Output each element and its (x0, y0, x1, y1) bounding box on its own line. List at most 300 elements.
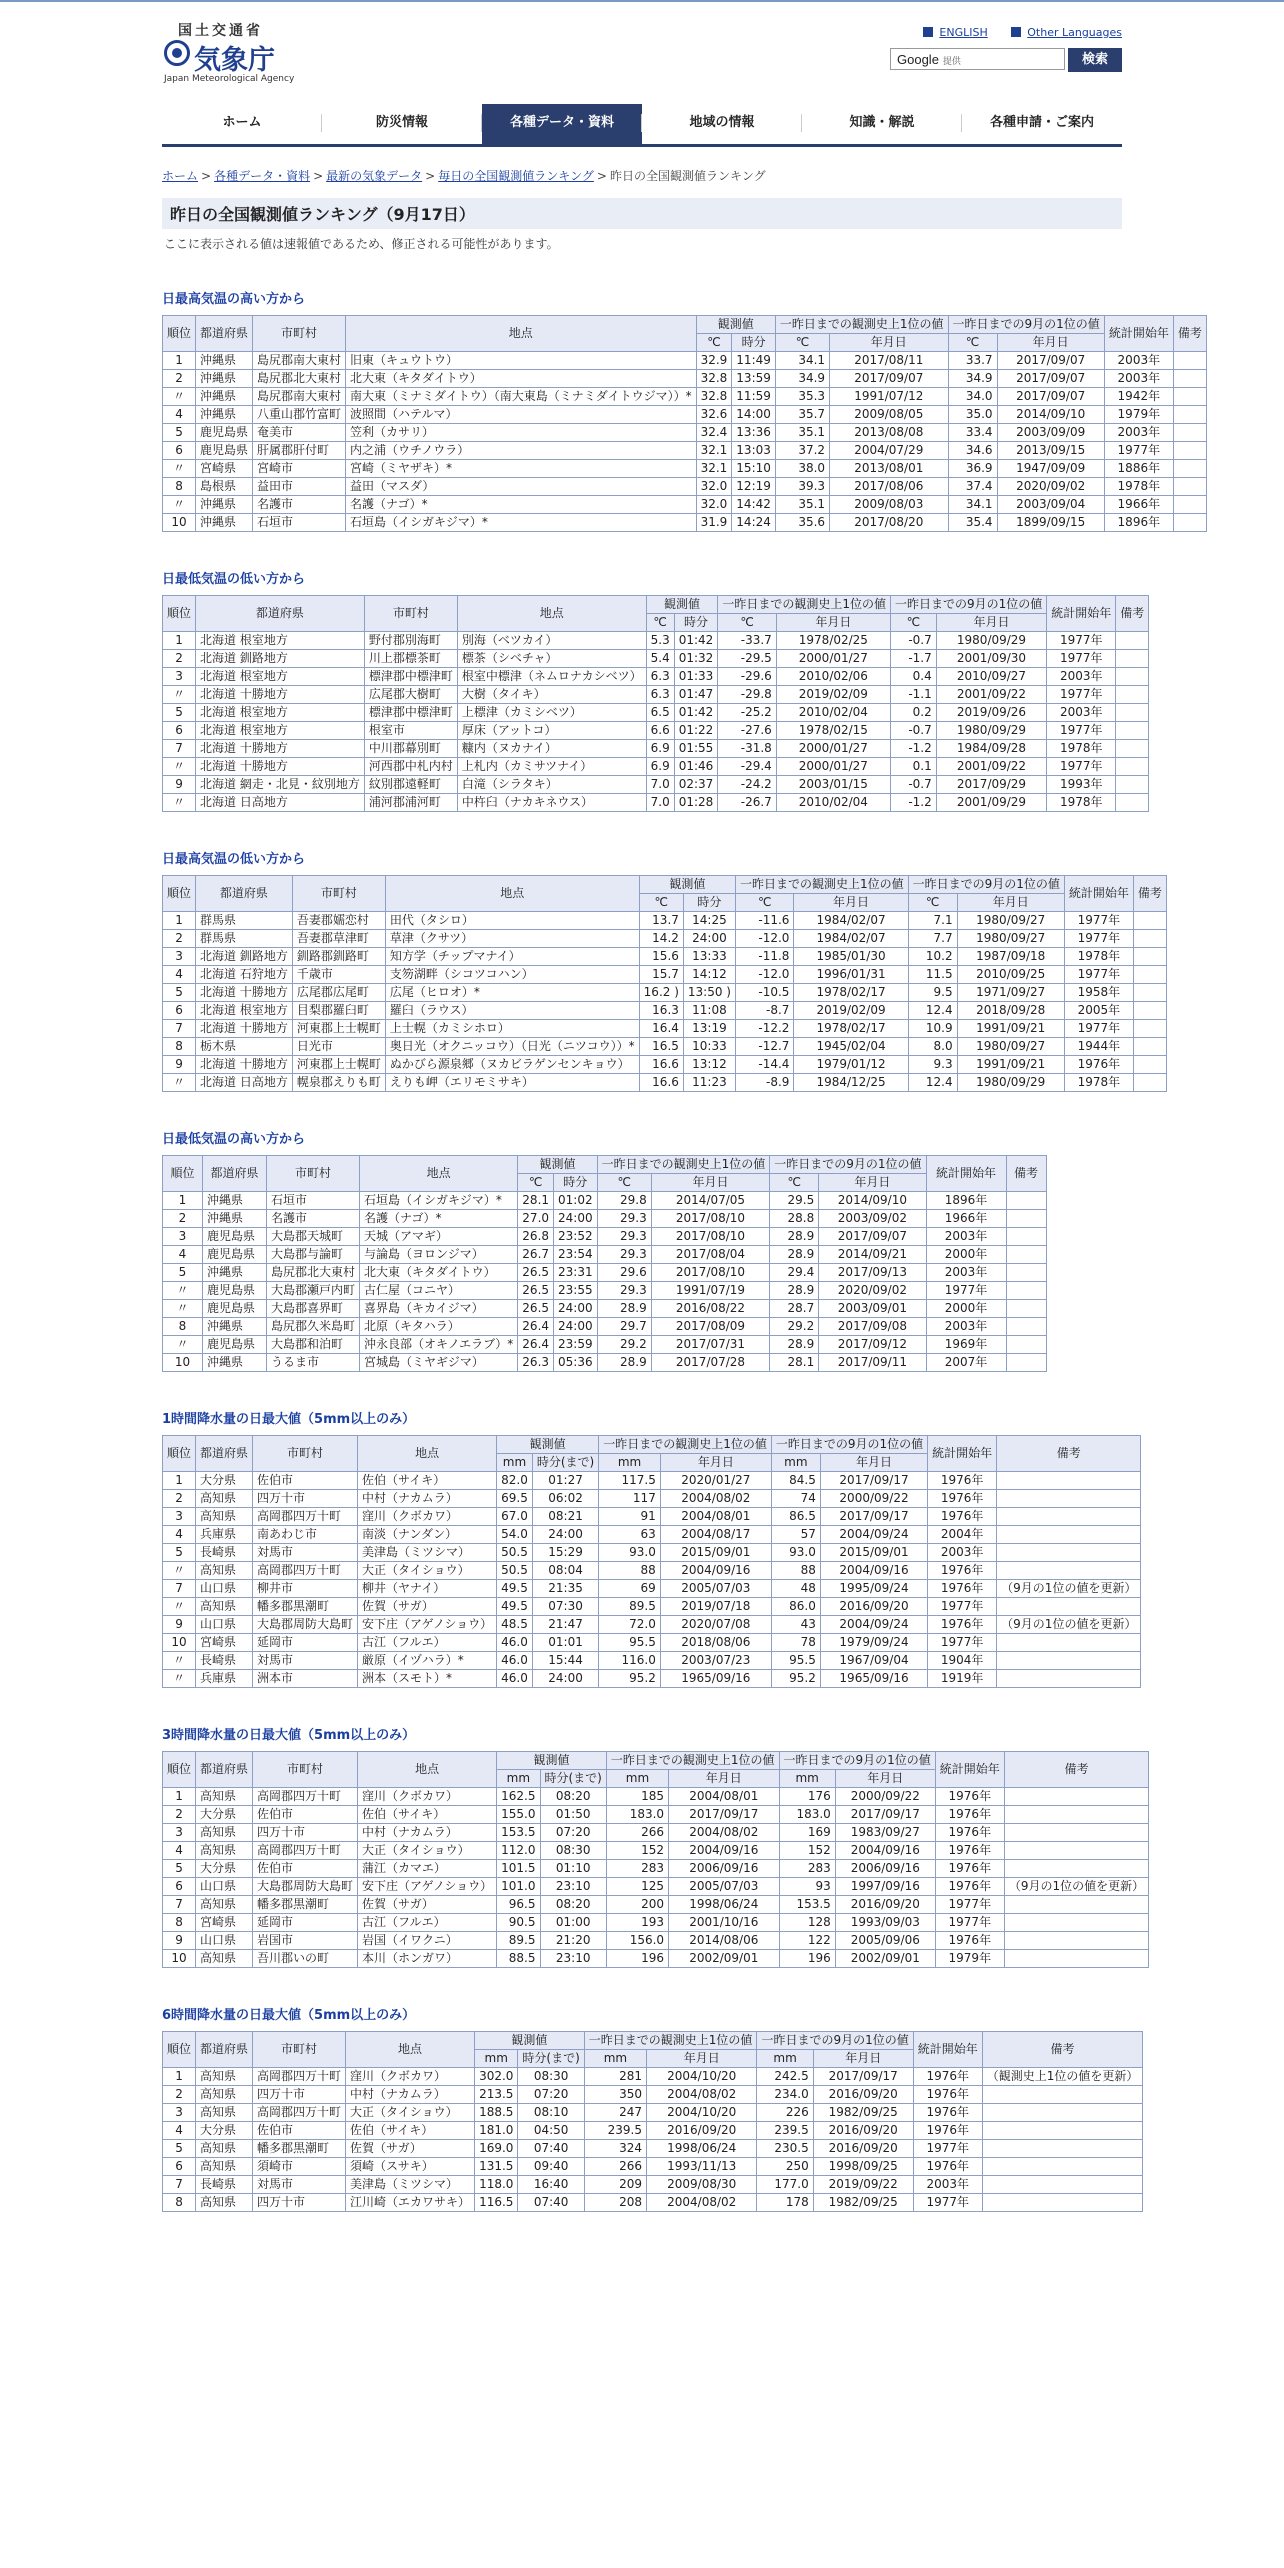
start-year-cell: 1977年 (928, 1634, 997, 1652)
record-date-cell: 1984/12/25 (794, 1074, 908, 1092)
other-languages-link[interactable]: Other Languages (1027, 26, 1122, 39)
station-cell: 南大東（ミナミダイトウ）（南大東島（ミナミダイトウジマ））* (346, 388, 697, 406)
month-value-cell: -1.2 (890, 740, 936, 758)
table-row (163, 1056, 1167, 1074)
breadcrumb-link[interactable]: 最新の気象データ (326, 169, 423, 183)
record-value-cell: -11.8 (735, 948, 793, 966)
start-year-cell: 1977年 (928, 1598, 997, 1616)
time-cell: 13:12 (683, 1056, 735, 1074)
month-date-cell: 2003/09/04 (997, 496, 1104, 514)
note-cell (997, 1490, 1141, 1508)
record-date-cell: 2014/07/05 (651, 1192, 770, 1210)
prefecture-cell: 兵庫県 (196, 1526, 253, 1544)
time-cell: 14:00 (732, 406, 776, 424)
municipality-cell: うるま市 (267, 1354, 360, 1372)
start-year-cell: 1976年 (913, 2086, 982, 2104)
station-cell: 須崎（スサキ） (346, 2158, 475, 2176)
value-cell: 16.3 (639, 1002, 683, 1020)
table-row (163, 478, 1207, 496)
time-cell: 21:20 (540, 1932, 606, 1950)
municipality-cell: 石垣市 (267, 1192, 360, 1210)
nav-item[interactable]: ホーム (162, 104, 322, 144)
station-cell: 大正（タイショウ） (358, 1562, 497, 1580)
table-row (163, 1020, 1167, 1038)
month-date-cell: 2014/09/10 (997, 406, 1104, 424)
municipality-cell: 大島郡周防大島町 (253, 1616, 358, 1634)
start-year-cell: 2007年 (926, 1354, 1006, 1372)
value-cell: 46.0 (497, 1652, 533, 1670)
rank-cell: 6 (163, 1878, 196, 1896)
value-cell: 6.9 (646, 758, 674, 776)
month-value-cell: 234.0 (757, 2086, 813, 2104)
month-value-cell: 28.9 (770, 1246, 819, 1264)
municipality-cell: 柳井市 (253, 1580, 358, 1598)
month-value-cell: 242.5 (757, 2068, 813, 2086)
table-row (163, 1228, 1047, 1246)
municipality-cell: 標津郡中標津町 (364, 704, 457, 722)
table-row (163, 686, 1149, 704)
rank-cell: 2 (163, 1806, 196, 1824)
record-value-cell: -10.5 (735, 984, 793, 1002)
note-cell (1173, 352, 1206, 370)
record-value-cell: 239.5 (584, 2122, 646, 2140)
note-cell (997, 1526, 1141, 1544)
station-cell: 安下庄（アゲノショウ） (358, 1878, 497, 1896)
prefecture-cell: 北海道 石狩地方 (196, 966, 293, 984)
table-row (163, 1472, 1141, 1490)
rank-cell: 1 (163, 912, 196, 930)
note-cell (1004, 1806, 1148, 1824)
municipality-header: 市町村 (292, 876, 385, 912)
record-value-cell: 266 (606, 1824, 668, 1842)
start-year-cell: 1976年 (913, 2158, 982, 2176)
station-cell: 岩国（イワクニ） (358, 1932, 497, 1950)
prefecture-header: 都道府県 (196, 1436, 253, 1472)
month-value-cell: 28.9 (770, 1228, 819, 1246)
start-year-cell: 2003年 (1047, 668, 1116, 686)
prefecture-header: 都道府県 (196, 2032, 253, 2068)
record-date-cell: 2017/08/10 (651, 1228, 770, 1246)
station-cell: 佐賀（サガ） (358, 1896, 497, 1914)
prefecture-cell: 高知県 (196, 1490, 253, 1508)
time-cell: 01:55 (674, 740, 718, 758)
time-cell: 23:10 (540, 1878, 606, 1896)
rank-cell: 7 (163, 2176, 196, 2194)
month-value-cell: 0.1 (890, 758, 936, 776)
start-year-cell: 1993年 (1047, 776, 1116, 794)
table-row (163, 1860, 1149, 1878)
note-cell (1006, 1282, 1046, 1300)
month-value-cell: 230.5 (757, 2140, 813, 2158)
municipality-cell: 佐伯市 (253, 1860, 358, 1878)
month-date-cell: 2017/09/07 (997, 352, 1104, 370)
record-header: 一昨日までの観測史上1位の値 (775, 316, 948, 334)
time-cell: 07:40 (518, 2140, 584, 2158)
record-value-cell: 89.5 (599, 1598, 661, 1616)
prefecture-cell: 高知県 (196, 1824, 253, 1842)
table-row (163, 1634, 1141, 1652)
month-date-cell: 1980/09/27 (957, 1038, 1064, 1056)
time-cell: 08:21 (532, 1508, 598, 1526)
record-value-cell: 72.0 (599, 1616, 661, 1634)
table-row (163, 794, 1149, 812)
month-value-cell: 29.4 (770, 1264, 819, 1282)
month-value-cell: 9.3 (908, 1056, 957, 1074)
record-value-cell: 34.1 (775, 352, 829, 370)
month-date-cell: 2004/09/24 (820, 1526, 927, 1544)
note-cell (1004, 1824, 1148, 1842)
value-cell: 32.1 (696, 460, 732, 478)
month-record-header: 一昨日までの9月の1位の値 (779, 1752, 935, 1770)
record-value-cell: 35.6 (775, 514, 829, 532)
prefecture-cell: 山口県 (196, 1932, 253, 1950)
time-cell: 23:10 (540, 1950, 606, 1968)
mlit-name: 国土交通省 (178, 23, 263, 39)
record-value-cell: -8.9 (735, 1074, 793, 1092)
start-year-cell: 2003年 (926, 1264, 1006, 1282)
ranking-section (162, 1408, 1137, 1688)
breadcrumb (162, 167, 1122, 184)
value-cell: 32.0 (696, 478, 732, 496)
nav-item[interactable]: 地域の情報 (642, 104, 802, 144)
note-cell (1006, 1318, 1046, 1336)
table-row (163, 1354, 1047, 1372)
unit-header: ℃ (735, 894, 793, 912)
rank-cell: 4 (163, 406, 196, 424)
station-cell: 奥日光（オクニッコウ）（日光（ニツコウ））* (385, 1038, 639, 1056)
rank-cell: 10 (163, 1354, 203, 1372)
table-row (163, 1508, 1141, 1526)
rank-cell: 〃 (163, 1670, 196, 1688)
record-date-cell: 2010/02/06 (776, 668, 890, 686)
station-cell: 大樹（タイキ） (457, 686, 646, 704)
record-value-cell: 29.7 (597, 1318, 651, 1336)
prefecture-cell: 北海道 十勝地方 (196, 1056, 293, 1074)
note-cell (997, 1652, 1141, 1670)
start-year-cell: 1896年 (1104, 514, 1173, 532)
time-cell: 24:00 (532, 1526, 598, 1544)
time-cell: 01:02 (554, 1192, 598, 1210)
municipality-cell: 釧路郡釧路町 (292, 948, 385, 966)
start-year-cell: 1977年 (913, 2194, 982, 2212)
start-year-cell: 1976年 (913, 2104, 982, 2122)
record-value-cell: -29.5 (718, 650, 776, 668)
month-value-cell: 28.9 (770, 1336, 819, 1354)
station-cell: 名護（ナゴ）* (360, 1210, 518, 1228)
month-date-cell: 2004/09/16 (820, 1562, 927, 1580)
municipality-cell: 名護市 (267, 1210, 360, 1228)
unit-header: mm (584, 2050, 646, 2068)
station-cell: 蒲江（カマエ） (358, 1860, 497, 1878)
note-cell (1116, 632, 1149, 650)
prefecture-header: 都道府県 (196, 316, 253, 352)
section-title: 3時間降水量の日最大値（5mm以上のみ） (162, 1728, 416, 1743)
record-value-cell: -29.6 (718, 668, 776, 686)
record-value-cell: 185 (606, 1788, 668, 1806)
table-row (163, 1580, 1141, 1598)
station-cell: 厚床（アットコ） (457, 722, 646, 740)
rank-header: 順位 (163, 1752, 196, 1788)
breadcrumb-link[interactable]: 毎日の全国観測値ランキング (438, 169, 594, 183)
municipality-cell: 紋別郡遠軽町 (364, 776, 457, 794)
note-cell (1116, 794, 1149, 812)
prefecture-cell: 高知県 (196, 1896, 253, 1914)
start-year-cell: 1976年 (935, 1788, 1004, 1806)
time-cell: 16:40 (518, 2176, 584, 2194)
note-cell (982, 2176, 1143, 2194)
time-cell: 11:23 (683, 1074, 735, 1092)
month-value-cell: 29.2 (770, 1318, 819, 1336)
record-date-cell: 2017/07/28 (651, 1354, 770, 1372)
note-cell (1006, 1228, 1046, 1246)
start-year-cell: 1977年 (1064, 912, 1133, 930)
record-value-cell: 183.0 (606, 1806, 668, 1824)
record-header: 一昨日までの観測史上1位の値 (584, 2032, 757, 2050)
start-year-cell: 2003年 (1104, 424, 1173, 442)
station-cell: 別海（ベツカイ） (457, 632, 646, 650)
month-value-cell: 0.2 (890, 704, 936, 722)
month-value-cell: 177.0 (757, 2176, 813, 2194)
time-cell: 15:10 (732, 460, 776, 478)
prefecture-cell: 沖縄県 (196, 406, 253, 424)
time-cell: 01:00 (540, 1914, 606, 1932)
value-cell: 49.5 (497, 1598, 533, 1616)
prefecture-cell: 長崎県 (196, 1652, 253, 1670)
table-row (163, 984, 1167, 1002)
month-date-cell: 2017/09/13 (819, 1264, 926, 1282)
month-record-header: 一昨日までの9月の1位の値 (948, 316, 1104, 334)
station-header: 地点 (358, 1752, 497, 1788)
start-year-header: 統計開始年 (1047, 596, 1116, 632)
table-row (163, 966, 1167, 984)
start-year-cell: 1966年 (1104, 496, 1173, 514)
prefecture-cell: 宮崎県 (196, 460, 253, 478)
month-date-cell: 1899/09/15 (997, 514, 1104, 532)
time-cell: 13:36 (732, 424, 776, 442)
month-date-cell: 2000/09/22 (820, 1490, 927, 1508)
record-date-cell: 2017/08/06 (830, 478, 949, 496)
time-header: 時分(まで) (540, 1770, 606, 1788)
prefecture-cell: 高知県 (196, 2104, 253, 2122)
start-year-cell: 1976年 (935, 1860, 1004, 1878)
start-year-cell: 1976年 (935, 1842, 1004, 1860)
unit-header: ℃ (597, 1174, 651, 1192)
observed-header: 観測値 (475, 2032, 585, 2050)
month-date-cell: 2004/09/16 (835, 1842, 935, 1860)
value-cell: 15.6 (639, 948, 683, 966)
note-cell (1116, 686, 1149, 704)
value-cell: 96.5 (497, 1896, 540, 1914)
date-header: 年月日 (835, 1770, 935, 1788)
table-row (163, 1562, 1141, 1580)
municipality-cell: 高岡郡四万十町 (253, 2068, 346, 2086)
value-cell: 26.4 (518, 1318, 554, 1336)
month-record-header: 一昨日までの9月の1位の値 (757, 2032, 913, 2050)
rank-cell: 5 (163, 1860, 196, 1878)
note-cell (982, 2104, 1143, 2122)
record-date-cell: 1978/02/17 (794, 984, 908, 1002)
observed-header: 観測値 (518, 1156, 597, 1174)
month-date-cell: 2018/09/28 (957, 1002, 1064, 1020)
note-cell (1006, 1300, 1046, 1318)
record-value-cell: 117.5 (599, 1472, 661, 1490)
municipality-cell: 島尻郡北大東村 (267, 1264, 360, 1282)
ranking-table (162, 1435, 1141, 1688)
value-cell: 28.1 (518, 1192, 554, 1210)
ranking-section (162, 848, 1162, 1092)
month-value-cell: 28.7 (770, 1300, 819, 1318)
jma-logo[interactable] (164, 18, 295, 90)
month-value-cell: 128 (779, 1914, 835, 1932)
table-row (163, 352, 1207, 370)
record-date-cell: 2003/01/15 (776, 776, 890, 794)
month-value-cell: 10.2 (908, 948, 957, 966)
record-header: 一昨日までの観測史上1位の値 (597, 1156, 770, 1174)
record-date-cell: 2004/08/01 (660, 1508, 771, 1526)
record-date-cell: 2019/02/09 (776, 686, 890, 704)
table-row (163, 514, 1207, 532)
search-input[interactable] (890, 48, 1065, 70)
record-date-cell: 2005/07/03 (660, 1580, 771, 1598)
nav-item[interactable]: 知識・解説 (802, 104, 962, 144)
month-date-cell: 1991/09/21 (957, 1020, 1064, 1038)
month-value-cell: 10.9 (908, 1020, 957, 1038)
record-value-cell: 29.6 (597, 1264, 651, 1282)
station-cell: 石垣島（イシガキジマ）* (360, 1192, 518, 1210)
municipality-cell: 奄美市 (253, 424, 346, 442)
time-cell: 07:20 (540, 1824, 606, 1842)
municipality-cell: 大島郡喜界町 (267, 1300, 360, 1318)
preliminary-notice: ここに表示される値は速報値であるため、修正される可能性があります。 (164, 237, 559, 251)
start-year-cell: 1977年 (935, 1896, 1004, 1914)
note-cell (1133, 1038, 1166, 1056)
rank-cell: 〃 (163, 1336, 203, 1354)
record-value-cell: 266 (584, 2158, 646, 2176)
record-date-cell: 2020/01/27 (660, 1472, 771, 1490)
prefecture-cell: 高知県 (196, 2140, 253, 2158)
nav-item[interactable]: 各種申請・ご案内 (989, 115, 1094, 130)
record-value-cell: 35.7 (775, 406, 829, 424)
municipality-cell: 対馬市 (253, 1544, 358, 1562)
record-value-cell: -29.8 (718, 686, 776, 704)
municipality-cell: 洲本市 (253, 1670, 358, 1688)
value-cell: 302.0 (475, 2068, 518, 2086)
note-header: 備考 (982, 2032, 1143, 2068)
prefecture-cell: 北海道 釧路地方 (196, 650, 365, 668)
prefecture-cell: 鹿児島県 (203, 1300, 267, 1318)
rank-cell: 7 (163, 740, 196, 758)
start-year-cell: 1976年 (1064, 1056, 1133, 1074)
note-cell (1133, 930, 1166, 948)
month-value-cell: 48 (771, 1580, 820, 1598)
note-cell (997, 1544, 1141, 1562)
month-date-cell: 2017/09/07 (997, 388, 1104, 406)
prefecture-cell: 高知県 (196, 2158, 253, 2176)
note-cell (1133, 1020, 1166, 1038)
note-cell (1116, 776, 1149, 794)
table-row (163, 1824, 1149, 1842)
table-row (163, 1670, 1141, 1688)
rank-cell: 10 (163, 1950, 196, 1968)
value-cell: 16.6 (639, 1056, 683, 1074)
rank-cell: 8 (163, 1914, 196, 1932)
nav-item[interactable]: 防災情報 (322, 104, 482, 144)
station-cell: 柳井（ヤナイ） (358, 1580, 497, 1598)
value-cell: 181.0 (475, 2122, 518, 2140)
arrow-square-icon (923, 27, 933, 37)
start-year-cell: 1976年 (928, 1508, 997, 1526)
breadcrumb-link[interactable]: 各種データ・資料 (214, 169, 311, 183)
municipality-cell: 南あわじ市 (253, 1526, 358, 1544)
note-cell (1116, 650, 1149, 668)
table-row (163, 460, 1207, 478)
start-year-cell: 1977年 (1047, 686, 1116, 704)
value-cell: 16.5 (639, 1038, 683, 1056)
record-value-cell: -24.2 (718, 776, 776, 794)
start-year-header: 統計開始年 (913, 2032, 982, 2068)
value-cell: 118.0 (475, 2176, 518, 2194)
station-cell: 佐伯（サイキ） (358, 1472, 497, 1490)
month-value-cell: 43 (771, 1616, 820, 1634)
rank-header: 順位 (163, 316, 196, 352)
station-cell: 糠内（ヌカナイ） (457, 740, 646, 758)
value-cell: 32.4 (696, 424, 732, 442)
table-row (163, 1896, 1149, 1914)
month-value-cell: 152 (779, 1842, 835, 1860)
nav-item[interactable]: 各種データ・資料 (482, 104, 642, 144)
time-cell: 01:28 (674, 794, 718, 812)
breadcrumb-link[interactable]: ホーム (162, 169, 199, 183)
start-year-cell: 1978年 (1104, 478, 1173, 496)
record-date-cell: 2004/08/02 (660, 1490, 771, 1508)
table-row (163, 1788, 1149, 1806)
station-cell: 羅臼（ラウス） (385, 1002, 639, 1020)
english-link[interactable]: ENGLISH (939, 26, 988, 39)
month-date-cell: 2017/09/29 (936, 776, 1046, 794)
start-year-cell: 2003年 (926, 1228, 1006, 1246)
note-header: 備考 (1006, 1156, 1046, 1192)
rank-cell: 〃 (163, 1300, 203, 1318)
time-cell: 01:42 (674, 632, 718, 650)
time-cell: 01:47 (674, 686, 718, 704)
municipality-header: 市町村 (253, 2032, 346, 2068)
search-button[interactable]: 検索 (1068, 48, 1122, 72)
month-date-cell: 2006/09/16 (835, 1860, 935, 1878)
station-cell: 窪川（クボカワ） (358, 1788, 497, 1806)
record-date-cell: 2018/08/06 (660, 1634, 771, 1652)
time-cell: 21:35 (532, 1580, 598, 1598)
record-date-cell: 2009/08/03 (830, 496, 949, 514)
value-cell: 90.5 (497, 1914, 540, 1932)
note-cell (997, 1670, 1141, 1688)
value-cell: 162.5 (497, 1788, 540, 1806)
station-header: 地点 (360, 1156, 518, 1192)
value-cell: 26.4 (518, 1336, 554, 1354)
time-cell: 01:46 (674, 758, 718, 776)
section-title: 日最高気温の低い方から (162, 852, 306, 867)
time-cell: 14:42 (732, 496, 776, 514)
page-title: 昨日の全国観測値ランキング（9月17日） (162, 198, 1122, 229)
municipality-header: 市町村 (364, 596, 457, 632)
record-date-cell: 2020/07/08 (660, 1616, 771, 1634)
start-year-cell: 1977年 (926, 1282, 1006, 1300)
global-nav (162, 104, 1122, 147)
month-date-cell: 2003/09/09 (997, 424, 1104, 442)
time-cell: 23:54 (554, 1246, 598, 1264)
table-row (163, 1878, 1149, 1896)
record-date-cell: 2004/09/16 (669, 1842, 779, 1860)
note-cell (1173, 388, 1206, 406)
